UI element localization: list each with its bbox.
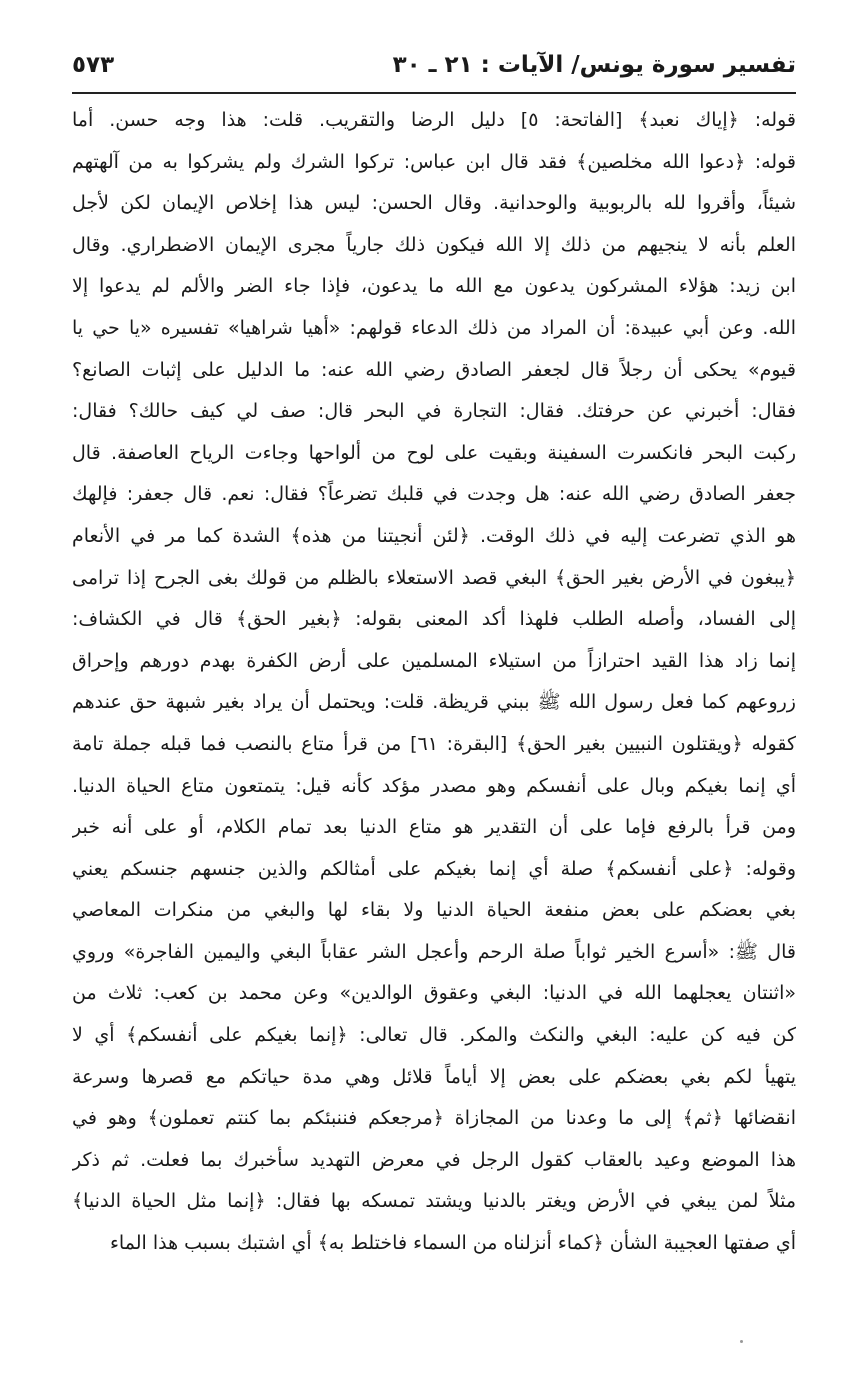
text-line: هو الذي تضرعت إليه في ذلك الوقت. ﴿لئن أنجيتنا من هذه﴾ الشدة كما مر في الأنعام [72, 524, 796, 547]
running-title: تفسير سورة يونس/ الآيات : ٢١ ـ ٣٠ [392, 52, 796, 78]
text-line: شيئاً، وأقروا لله بالربوبية والوحدانية. وقال الحسن: ليس هذا إخلاص الإيمان لكن لأجل [72, 192, 796, 215]
text-line: مثلاً لمن يبغي في الأرض ويغتر بالدنيا ويشتد تمسكه بها فقال: ﴿إنما مثل الحياة الدنيا﴾ [72, 1190, 796, 1213]
header-rule [72, 92, 796, 94]
text-line: إنما زاد هذا القيد احترازاً من استيلاء المسلمين على أرض الكفرة بهدم دورهم وإحراق [72, 649, 796, 672]
text-line: الله. وعن أبي عبيدة: أن المراد من ذلك الدعاء قولهم: «أهيا شراهيا» تفسيره «يا حي يا [72, 316, 796, 339]
text-line: وقوله: ﴿على أنفسكم﴾ صلة أي إنما بغيكم على أمثالكم والذين جنسهم جنسكم يعني [72, 857, 796, 880]
text-line: أي إنما بغيكم وبال على أنفسكم وهو مصدر مؤكد كأنه قيل: يتمتعون متاع الحياة الدنيا. [72, 774, 796, 797]
text-line: قوله: ﴿إياك نعبد﴾ [الفاتحة: ٥] دليل الرضا والتقريب. قلت: هذا وجه حسن. أما [72, 109, 796, 131]
text-line: ركبت البحر فانكسرت السفينة وبقيت على لوح من ألواحها وجاءت الرياح العاصفة. قال [72, 441, 796, 464]
text-line: زروعهم كما فعل رسول الله ﷺ ببني قريظة. قلت: ويحتمل أن يراد بغير شبهة حق عندهم [72, 691, 796, 714]
text-line: كن فيه كن عليه: البغي والنكث والمكر. قال تعالى: ﴿إنما بغيكم على أنفسكم﴾ أي لا [72, 1024, 796, 1047]
text-line: أي صفتها العجيبة الشأن ﴿كماء أنزلناه من السماء فاختلط به﴾ أي اشتبك بسبب هذا الماء [110, 1232, 796, 1255]
text-line: جعفر الصادق رضي الله عنه: هل وجدت في قلبك تضرعاً؟ فقال: نعم. قال جعفر: فإلهك [72, 483, 796, 506]
text-line: قوله: ﴿دعوا الله مخلصين﴾ فقد قال ابن عباس: تركوا الشرك ولم يشركوا به من آلهتهم [72, 150, 796, 173]
text-line: ابن زيد: هؤلاء المشركون يدعون مع الله ما يدعون، فإذا جاء الضر والألم لم يدعوا إلا [72, 275, 796, 298]
text-line: فقال: أخبرني عن حرفتك. فقال: التجارة في البحر قال: صف لي كيف حالك؟ فقال: [72, 400, 796, 423]
page-header [72, 50, 796, 90]
text-line: قيوم» يحكى أن رجلاً قال لجعفر الصادق رضي الله عنه: ما الدليل على إثبات الصانع؟ [72, 358, 796, 381]
page-number: ٥٧٣ [72, 52, 115, 78]
text-line: قال ﷺ: «أسرع الخير ثواباً صلة الرحم وأعجل الشر عقاباً البغي واليمين الفاجرة» وروي [72, 940, 796, 963]
body-text [72, 100, 796, 1265]
text-line: بغي بعضكم على بعض منفعة الحياة الدنيا ولا بقاء لها والبغي من منكرات المعاصي [72, 899, 796, 922]
print-speck [740, 1340, 743, 1343]
text-line: إلى الفساد، وأصله الطلب فلهذا أكد المعنى بقوله: ﴿بغير الحق﴾ قال في الكشاف: [72, 608, 796, 631]
text-line: هذا الموضع وعيد بالعقاب كقول الرجل في معرض التهديد سأخبرك بما فعلت. ثم ذكر [72, 1148, 796, 1171]
text-line: يتهيأ لكم بغي بعضكم على بعض إلا أياماً قلائل وهي مدة حياتكم مع قصرها وسرعة [72, 1065, 796, 1088]
text-line: انقضائها ﴿ثم﴾ إلى ما وعدنا من المجازاة ﴿مرجعكم فننبئكم بما كنتم تعملون﴾ وهو في [72, 1107, 796, 1130]
text-line: ومن قرأ بالرفع فإما على أن التقدير هو متاع الدنيا بعد تمام الكلام، أو على أنه خبر [72, 816, 796, 839]
text-line: ﴿يبغون في الأرض بغير الحق﴾ البغي قصد الاستعلاء بالظلم من قولك بغى الجرح إذا ترامى [72, 566, 796, 589]
text-line: كقوله ﴿ويقتلون النبيين بغير الحق﴾ [البقرة: ٦١] من قرأ متاع بالنصب فما قبله جملة تامة [72, 732, 796, 755]
text-line: العلم بأنه لا ينجيهم من ذلك إلا الله فيكون ذلك جارياً مجرى الإيمان الاضطراري. وقال [72, 233, 796, 256]
text-line: «اثنتان يعجلهما الله في الدنيا: البغي وعقوق الوالدين» وعن محمد بن كعب: ثلاث من [72, 982, 796, 1005]
